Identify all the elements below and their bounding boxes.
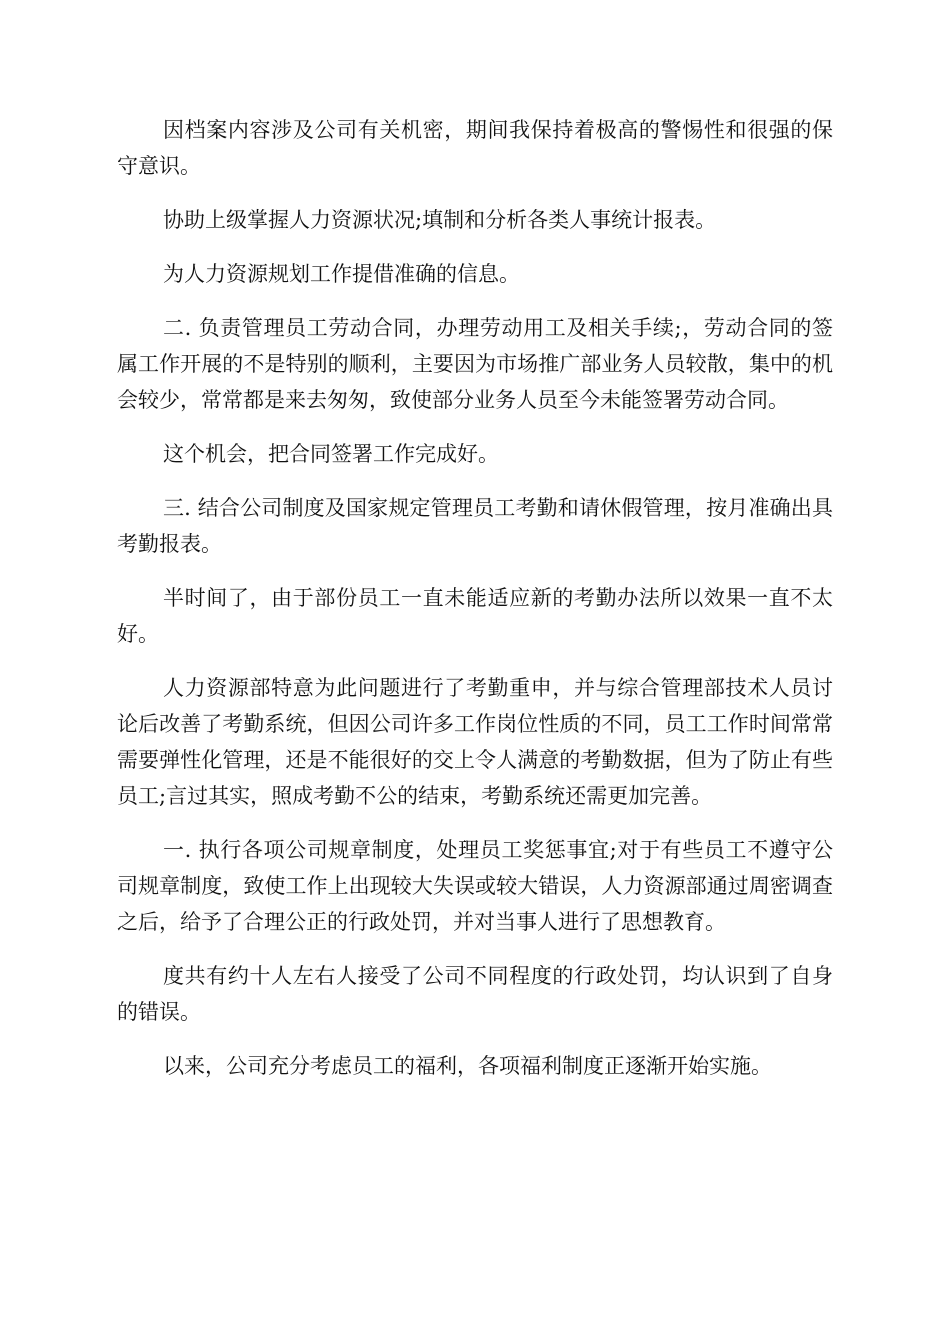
paragraph: 以来，公司充分考虑员工的福利，各项福利制度正逐渐开始实施。 xyxy=(163,1054,772,1078)
paragraph: 这个机会，把合同签署工作完成好。 xyxy=(163,442,499,466)
paragraph: 人力资源部特意为此问题进行了考勤重申，并与综合管理部技术人员讨论后改善了考勤系统，但因公司许多工作岗位性质的不同，员工工作时间常常需要弹性化管理，还是不能很好的交上令人满意的考勤数据，但为了防止有些员工;言过其实，照成考勤不公的结束，考勤系统还需更加完善。 xyxy=(117,676,833,808)
document-body xyxy=(117,112,833,1102)
paragraph: 三. 结合公司制度及国家规定管理员工考勤和请休假管理，按月准确出具考勤报表。 xyxy=(117,496,833,556)
paragraph: 因档案内容涉及公司有关机密，期间我保持着极高的警惕性和很强的保守意识。 xyxy=(117,118,833,178)
paragraph: 一. 执行各项公司规章制度，处理员工奖惩事宜;对于有些员工不遵守公司规章制度，致使工作上出现较大失误或较大错误，人力资源部通过周密调查之后，给予了合理公正的行政处罚，并对当事人进行了思想教育。 xyxy=(117,838,833,934)
paragraph: 二. 负责管理员工劳动合同，办理劳动用工及相关手续;，劳动合同的签属工作开展的不是特别的顺利，主要因为市场推广部业务人员较散，集中的机会较少，常常都是来去匆匆，致使部分业务人员至今未能签署劳动合同。 xyxy=(117,316,833,412)
paragraph: 度共有约十人左右人接受了公司不同程度的行政处罚，均认识到了自身的错误。 xyxy=(117,964,833,1024)
paragraph: 为人力资源规划工作提借准确的信息。 xyxy=(163,262,520,286)
paragraph: 半时间了，由于部份员工一直未能适应新的考勤办法所以效果一直不太好。 xyxy=(117,586,833,646)
paragraph: 协助上级掌握人力资源状况;填制和分析各类人事统计报表。 xyxy=(163,208,717,232)
